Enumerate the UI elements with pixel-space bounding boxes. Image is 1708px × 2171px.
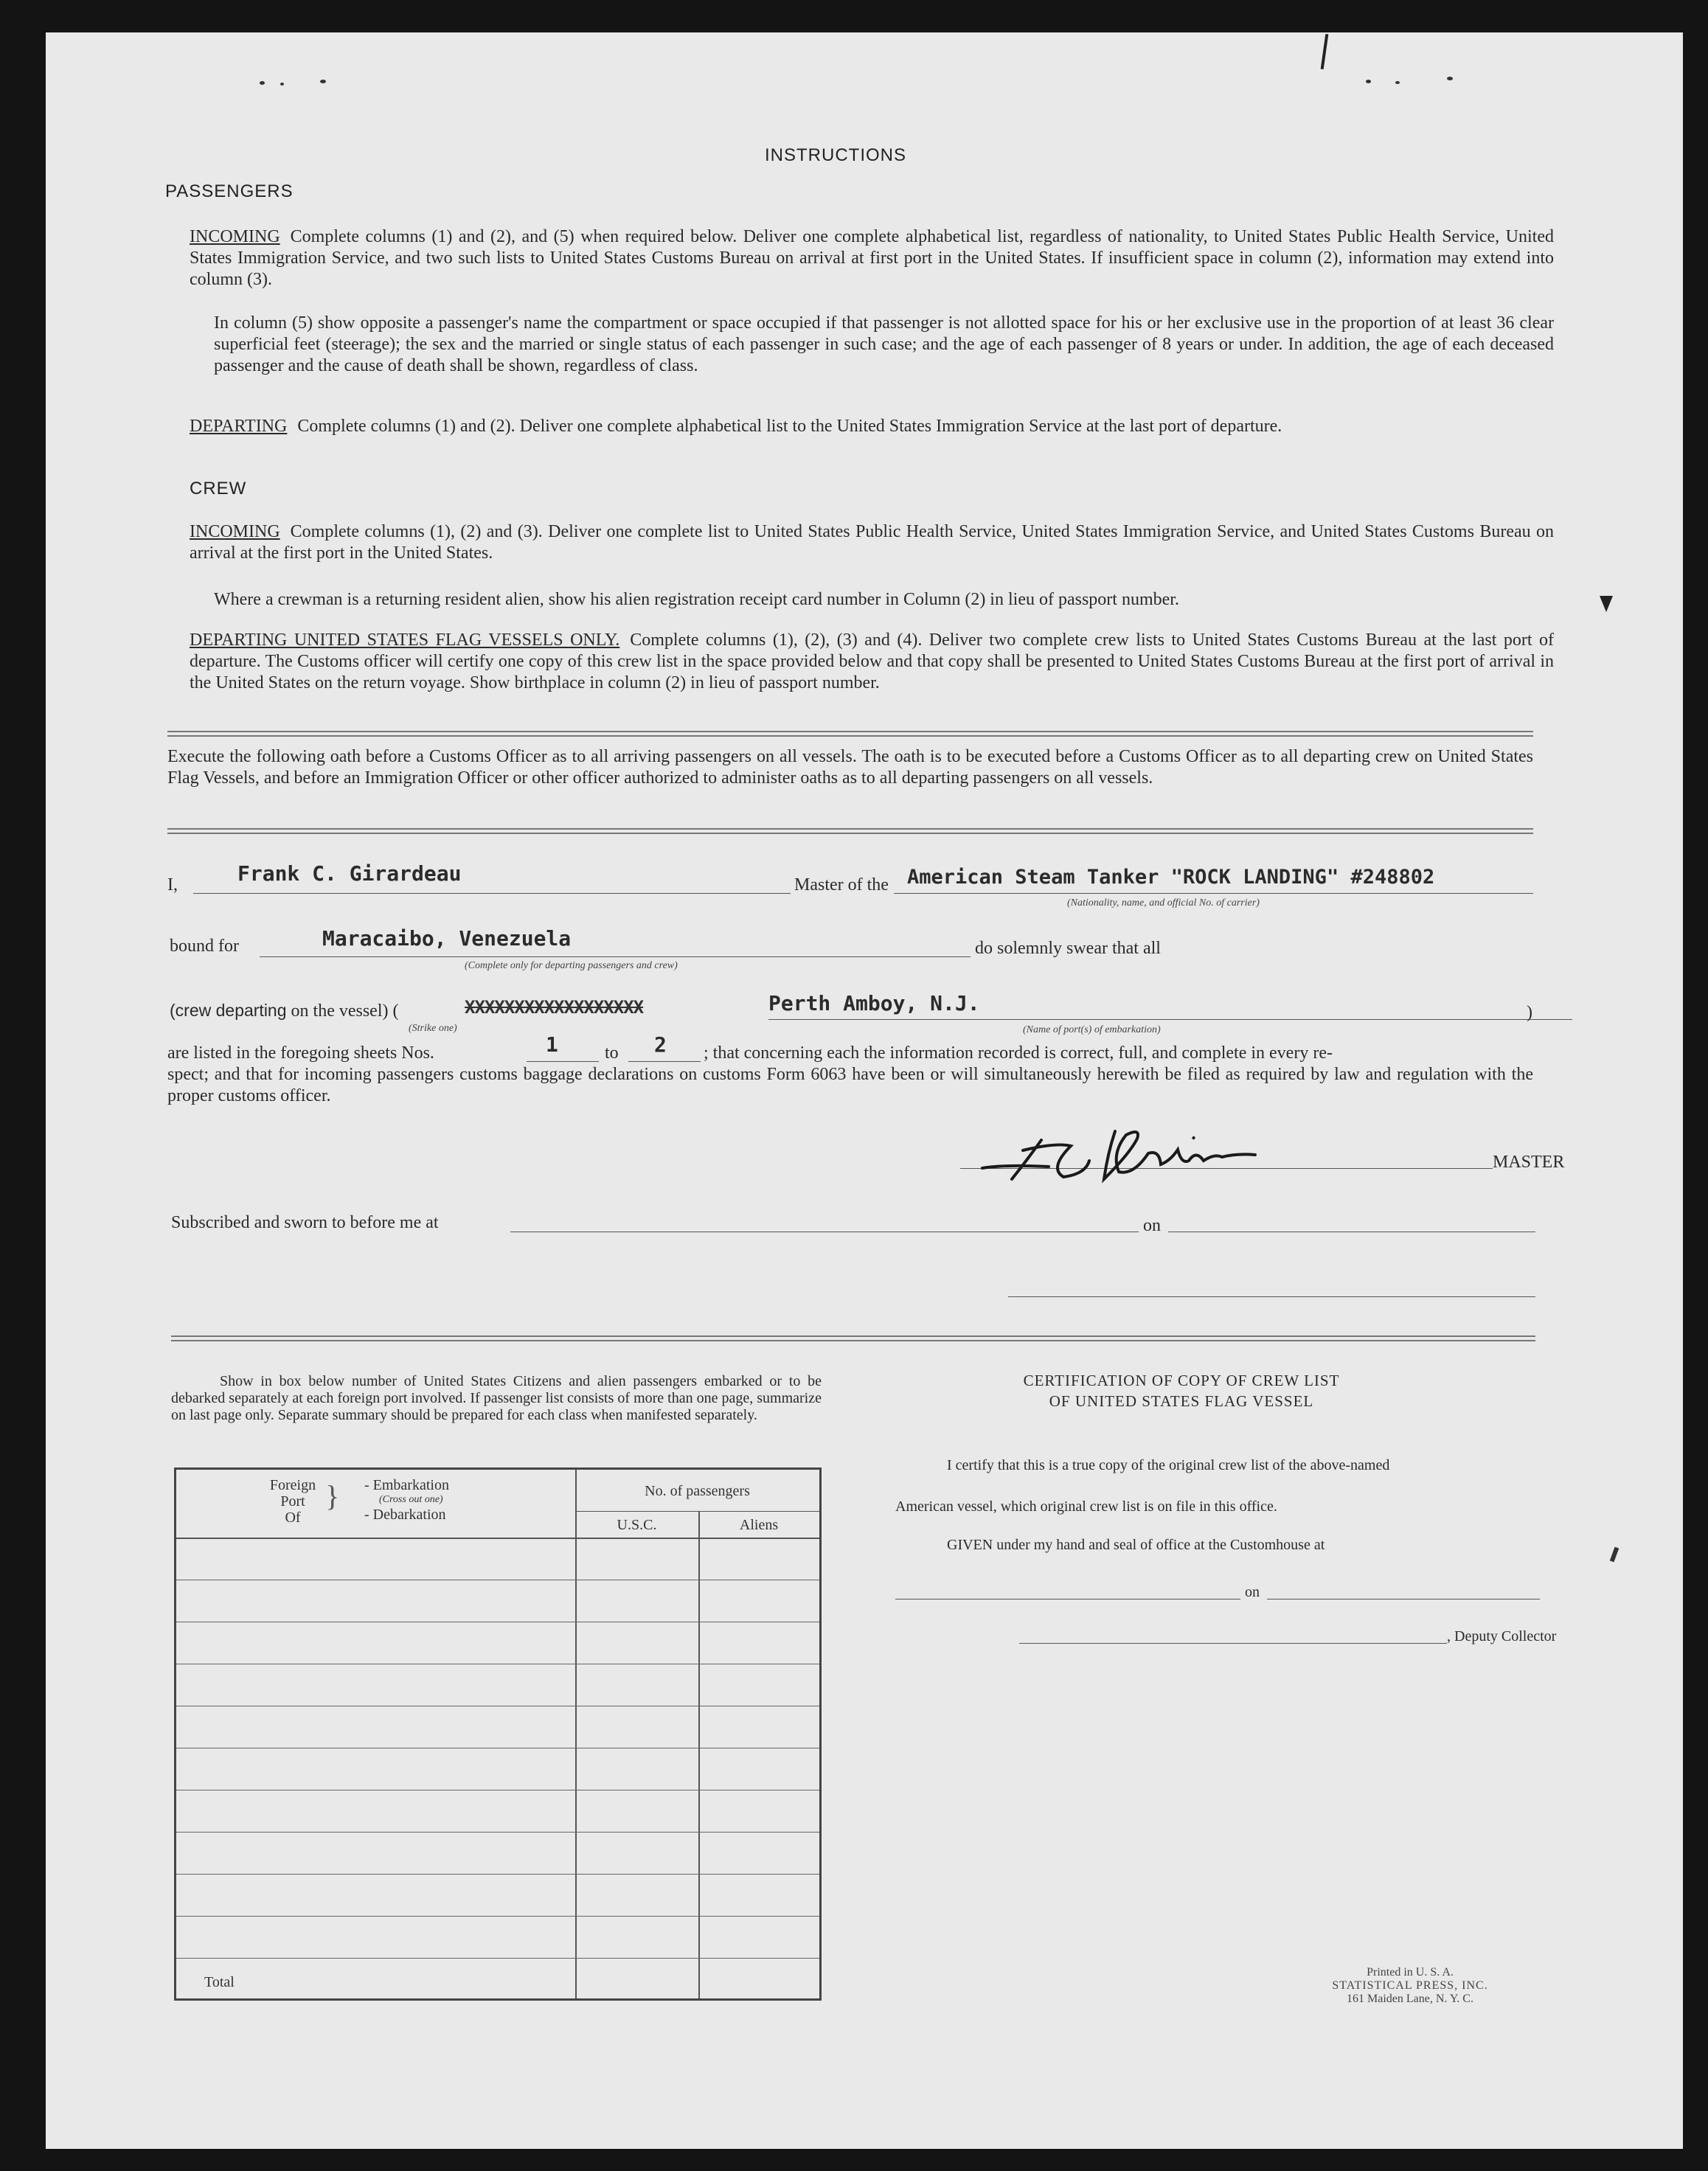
- crew-heading: CREW: [190, 479, 247, 499]
- master-name: Frank C. Girardeau: [237, 861, 462, 886]
- bound-for-caption: (Complete only for departing passengers and crew): [465, 960, 678, 971]
- certification-title-line-1: CERTIFICATION OF COPY OF CREW LIST: [1023, 1372, 1340, 1389]
- certification-title-line-2: OF UNITED STATES FLAG VESSEL: [1049, 1392, 1314, 1410]
- crew-incoming-paragraph: [190, 521, 1554, 564]
- passengers-incoming-label: INCOMING: [190, 227, 280, 246]
- form-page: [46, 32, 1683, 2149]
- foreign-port-of-header: [263, 1477, 322, 1526]
- crew-departing-paragraph: [190, 630, 1554, 694]
- listed-text-2: spect; and that for incoming passengers customs baggage declarations on customs Form 6063 have been or will simultaneously herewith be filed as required by law and regulation with the proper customs officer.: [167, 1065, 1533, 1105]
- subheader-divider: [575, 1511, 819, 1512]
- usc-header: U.S.C.: [617, 1517, 657, 1533]
- sheet-to-line: [628, 1061, 701, 1062]
- scan-speck: [320, 80, 326, 83]
- table-row: [176, 1916, 819, 1917]
- embarkation-port: Perth Amboy, N.J.: [768, 991, 980, 1015]
- column-divider: [698, 1511, 700, 1998]
- sheet-from-line: [527, 1061, 599, 1062]
- divider: [167, 828, 1533, 830]
- master-label: MASTER: [1493, 1153, 1565, 1172]
- punch-hole-mark: [1600, 596, 1613, 612]
- aliens-header: Aliens: [739, 1517, 779, 1533]
- debarkation-label: - Debarkation: [364, 1507, 446, 1523]
- crew-returning-paragraph: Where a crewman is a returning resident alien, show his alien registration receipt card number in Column (2) in lieu of passport number.: [214, 590, 1179, 609]
- listed-text-1: ; that concerning each the information recorded is correct, full, and complete in every re-: [704, 1043, 1333, 1063]
- crew-departing-label: DEPARTING UNITED STATES FLAG VESSELS ONLY.: [190, 631, 620, 650]
- bound-for-label: bound for: [170, 937, 239, 956]
- sheet-to: 2: [654, 1032, 667, 1057]
- page-title: INSTRUCTIONS: [765, 145, 906, 165]
- divider: [167, 731, 1533, 732]
- bound-for-line: [260, 956, 971, 957]
- oath-i-label: I,: [167, 875, 178, 895]
- passengers-column5-paragraph: In column (5) show opposite a passenger's name the compartment or space occupied if that passenger is not allotted space for his or her exclusive use in the proportion of at least 36 clear superficial feet (steerage); the sex and the married or single status of each passenger in such case; and the age of each passenger of 8 years or under. In addition, the age of each deceased passenger and the cause of death shall be shown, regardless of class.: [214, 313, 1554, 375]
- listed-label: are listed in the foregoing sheets Nos.: [167, 1043, 434, 1063]
- scan-mark: [1610, 1547, 1619, 1563]
- scan-speck: [280, 83, 284, 86]
- to-label: to: [605, 1043, 619, 1063]
- summary-table: [174, 1467, 822, 2001]
- swear-text: do solemnly swear that all: [975, 939, 1161, 958]
- foreign-label: Foreign: [269, 1477, 316, 1493]
- passengers-departing-label: DEPARTING: [190, 417, 288, 436]
- cross-out-caption: (Cross out one): [379, 1494, 443, 1505]
- crew-departing-text: Complete columns (1), (2), (3) and (4). Deliver two complete crew lists to United States Customs Bureau at the last port of departure. The Customs officer will certify one copy of this crew list in the space provided below and that copy shall be presented to United States Customs Bureau at the first port of arrival in the United States on the return voyage. Show birthplace in column (2) in lieu of passport number.: [190, 631, 1554, 692]
- scan-speck: [1366, 80, 1371, 83]
- total-label: Total: [204, 1974, 235, 1990]
- certification-line-2: American vessel, which original crew list is on file in this office.: [895, 1498, 1277, 1515]
- deputy-signature-line: [1019, 1643, 1447, 1644]
- passengers-heading: PASSENGERS: [165, 181, 294, 201]
- subscribed-on-label: on: [1143, 1216, 1161, 1235]
- brace-icon: }: [325, 1479, 340, 1512]
- crew-departing-choice: (crew departing: [170, 1001, 287, 1020]
- master-signature: [960, 1109, 1388, 1190]
- certification-line-3: GIVEN under my hand and seal of office at the Customhouse at: [947, 1537, 1325, 1553]
- printer-line-1: Printed in U. S. A.: [1367, 1966, 1454, 1979]
- master-of-label: Master of the: [794, 875, 889, 895]
- passengers-incoming-paragraph: [190, 226, 1554, 291]
- divider: [171, 1340, 1535, 1341]
- deputy-collector-label: , Deputy Collector: [1447, 1628, 1557, 1644]
- vessel-caption: (Nationality, name, and official No. of carrier): [1067, 897, 1260, 909]
- scan-speck: [1447, 77, 1453, 80]
- passengers-departing-text: Complete columns (1) and (2). Deliver one complete alphabetical list to the United States Immigration Service at the last port of departure.: [297, 417, 1282, 436]
- on-vessel-label: on the vessel) (: [291, 1001, 399, 1021]
- crew-incoming-text: Complete columns (1), (2) and (3). Deliver one complete list to United States Public Health Service, United States Immigration Service, and United States Customs Bureau on arrival at the first port in the United States.: [190, 522, 1554, 563]
- crew-incoming-label: INCOMING: [190, 522, 280, 541]
- scan-speck: [260, 81, 265, 85]
- passengers-incoming-text: Complete columns (1) and (2), and (5) when required below. Deliver one complete alphabetical list, regardless of nationality, to United States Public Health Service, United States Immigration Service, and two such lists to United States Customs Bureau on arrival at first port in the United States. If insufficient space in column (2), information may extend into column (3).: [190, 227, 1554, 289]
- sheet-from: 1: [546, 1032, 558, 1057]
- close-paren: ): [1527, 1003, 1532, 1022]
- port-caption: (Name of port(s) of embarkation): [1023, 1024, 1161, 1035]
- divider: [167, 833, 1533, 834]
- vessel-name: American Steam Tanker "ROCK LANDING" #248802: [907, 866, 1435, 889]
- vessel-line: [894, 893, 1533, 894]
- of-label: Of: [285, 1510, 301, 1526]
- strike-caption: (Strike one): [409, 1023, 457, 1034]
- certification-on-label: on: [1245, 1584, 1260, 1600]
- scan-speck: [1395, 81, 1400, 84]
- oath-intro: Execute the following oath before a Customs Officer as to all arriving passengers on all vessels. The oath is to be executed before a Customs Officer as to all departing crew on United States Flag Vessels, and before an Immigration Officer or other officer authorized to administer oaths as to all departing passengers on all vessels.: [167, 747, 1533, 788]
- certification-title: [942, 1370, 1421, 1411]
- subscribed-label: Subscribed and sworn to before me at: [171, 1213, 439, 1232]
- printer-line-3: 161 Maiden Lane, N. Y. C.: [1347, 1993, 1473, 2005]
- table-row: [176, 1874, 819, 1875]
- scan-mark: [1321, 34, 1329, 69]
- crew-departing-label: [170, 1000, 399, 1022]
- certification-line-1: I certify that this is a true copy of the original crew list of the above-named: [947, 1457, 1390, 1473]
- bound-for-value: Maracaibo, Venezuela: [322, 926, 572, 951]
- divider: [167, 735, 1533, 737]
- passengers-departing-paragraph: [190, 416, 1554, 437]
- num-passengers-header: No. of passengers: [645, 1483, 750, 1499]
- table-row: [176, 1832, 819, 1833]
- port-label: Port: [280, 1493, 305, 1510]
- divider: [171, 1335, 1535, 1337]
- table-row: [176, 1958, 819, 1959]
- header-bottom: [176, 1538, 819, 1539]
- embarkation-label: - Embarkation: [364, 1477, 449, 1493]
- printer-imprint: [1314, 1966, 1506, 2006]
- struck-out-text: XXXXXXXXXXXXXXXXXX: [465, 997, 644, 1018]
- master-name-line: [193, 893, 791, 894]
- officer-signature-line: [1008, 1296, 1535, 1297]
- column-divider: [575, 1470, 577, 1998]
- port-line: [768, 1019, 1572, 1020]
- printer-line-2: STATISTICAL PRESS, INC.: [1332, 1979, 1488, 1992]
- summary-intro: Show in box below number of United States Citizens and alien passengers embarked or to be debarked separately at each foreign port involved. If passenger list consists of more than one page, summarize on last page only. Separate summary should be prepared for each class when manifested separately.: [171, 1373, 822, 1423]
